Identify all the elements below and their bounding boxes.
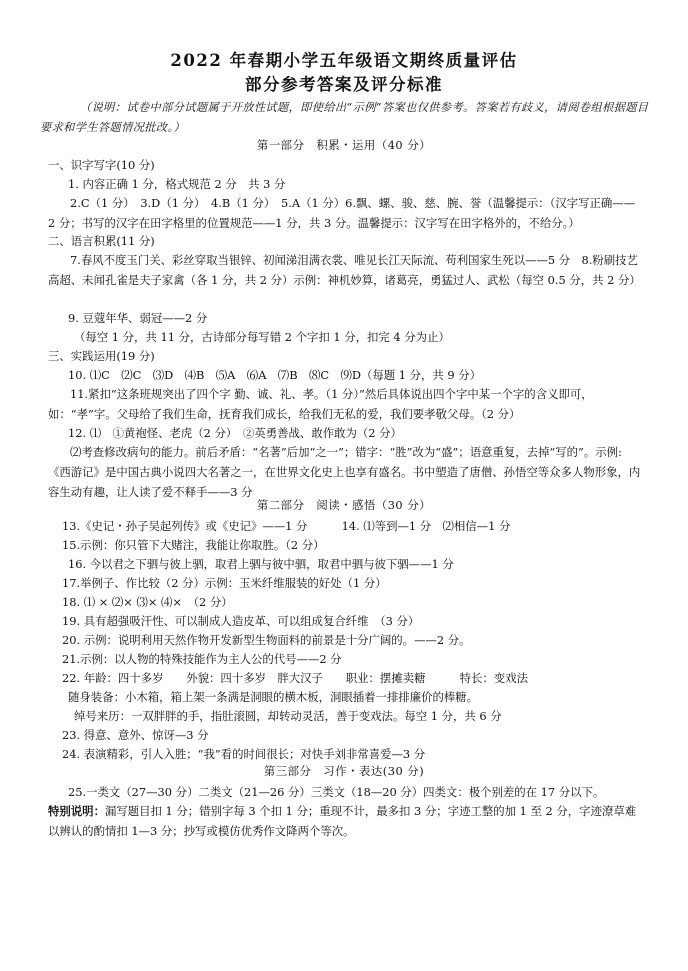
answer-item: 15.示例：你只管下大赌注，我能让你取胜。（2 分） bbox=[62, 538, 325, 552]
special-note bbox=[48, 801, 642, 841]
answer-item: 17.举例子、作比较（2 分）示例：玉米纤维服装的好处（1 分） bbox=[62, 576, 387, 590]
special-note-label: 特别说明： bbox=[48, 804, 105, 818]
page-title: 2022 年春期小学五年级语文期终质量评估 bbox=[170, 51, 518, 70]
answer-item: 16. 今以君之下驷与彼上驷，取君上驷与彼中驷，取君中驷与彼下驷——1 分 bbox=[68, 557, 454, 571]
answer-item: 20. 示例：说明利用天然作物开发新型生物面料的前景是十分广阔的。——2 分。 bbox=[62, 633, 471, 647]
part1-heading: 第一部分 积累・运用（40 分） bbox=[256, 138, 432, 152]
answer-item: 2.C（1 分） 3.D（1 分） 4.B（1 分） 5.A（1 分）6.飘、螺、骏、慈、腕、誉（温馨提示：（汉字写正确——2 分；书写的汉字在田字格里的位置规范——1 分，共 3 分。温馨提示：汉字写在田字格外的，不给分。） bbox=[48, 196, 636, 230]
part3-heading: 第三部分 习作・表达(30 分) bbox=[263, 764, 425, 778]
instructions-note: （说明：试卷中部分试题属于开放性试题，即使给出“示例”答案也仅供参考。答案若有歧义，请阅卷组根据题目要求和学生答题情况批改。） bbox=[40, 101, 649, 134]
answer-item: 23. 得意、意外、惊讶—3 分 bbox=[62, 728, 209, 742]
special-note-text: 漏写题目扣 1 分；错别字每 3 个扣 1 分；重现不计，最多扣 3 分；字迹工整的加 1 至 2 分，字迹潦草难以辨认的酌情扣 1—3 分；抄写或模仿优秀作文降两个等次。 bbox=[48, 804, 637, 838]
answer-item: 19. 具有超强吸汗性、可以制成人造皮革、可以组成复合纤维 （3 分） bbox=[62, 614, 420, 628]
answer-item: 10. ⑴C ⑵C ⑶D ⑷B ⑸A ⑹A ⑺B ⑻C ⑼D（每题 1 分，共 9 分） bbox=[68, 368, 482, 382]
answer-item: 9. 豆蔻年华、弱冠——2 分 bbox=[68, 311, 208, 325]
answer-item: 18. ⑴ × ⑵× ⑶× ⑷× （2 分） bbox=[62, 595, 233, 609]
section-heading: 一、识字写字(10 分) bbox=[48, 158, 155, 172]
answer-item: 随身装备：小木箱，箱上架一条满是洞眼的横木板，洞眼插着一排排廉价的棒糖。 bbox=[68, 690, 479, 704]
answer-item: 22. 年龄：四十多岁 外貌：四十多岁 胖大汉子 职业：摆摊卖糖 特长：变戏法 bbox=[62, 671, 528, 685]
answer-item: 25.一类文（27—30 分）二类文（21—26 分）三类文（18—20 分）四类文：极个别差的在 17 分以下。 bbox=[68, 785, 605, 799]
answer-item: 13.《史记・孙子吴起列传》或《史记》——1 分 14. ⑴等到—1 分 ⑵相信—1 分 bbox=[62, 519, 511, 533]
answer-item: 11.紧扣“这条班规突出了四个字 勤、诚、礼、孝。（1 分）”然后具体说出四个字中某一个字的含义即可，如：“孝”字。父母给了我们生命，抚育我们成长，给我们无私的爱，我们要孝敬父母。（2 分） bbox=[48, 387, 593, 421]
answer-item: ⑵考查修改病句的能力。前后矛盾：“名著”后加“之一”；错字：“胜”改为“盛”；语意重复，去掉“写的”。示例:《西游记》是中国古典小说四大名著之一，在世界文化史上也享有盛名。书中塑造了唐僧、孙悟空等众多人物形象，内容生动有趣，让人读了爱不释手——3 分 bbox=[48, 445, 641, 499]
part2-heading: 第二部分 阅读・感悟（30 分） bbox=[256, 498, 432, 512]
answer-item: 24. 表演精彩，引人入胜；“我”看的时间很长；对快手刘非常喜爱—3 分 bbox=[62, 747, 426, 761]
answer-item: 12. ⑴ ①黄袍怪、老虎（2 分） ②英勇善战、敢作敢为（2 分） bbox=[68, 426, 402, 440]
section-heading: 三、实践运用(19 分) bbox=[48, 349, 155, 363]
answer-item: 21.示例：以人物的特殊技能作为主人公的代号——2 分 bbox=[62, 652, 342, 666]
answer-note: （每空 1 分，共 11 分，古诗部分每写错 2 个字扣 1 分，扣完 4 分为止） bbox=[74, 330, 450, 344]
page-subtitle: 部分参考答案及评分标准 bbox=[245, 75, 443, 94]
answer-item: 绰号来历：一双胖胖的手，指肚滚圆，却转动灵活，善于变戏法。每空 1 分，共 6 分 bbox=[74, 709, 502, 723]
section-heading: 二、语言积累(11 分) bbox=[48, 234, 155, 248]
answer-item: 1. 内容正确 1 分，格式规范 2 分 共 3 分 bbox=[68, 177, 286, 191]
answer-item: 7.春风不度玉门关、彩丝穿取当银锌、初闻涕泪满衣裳、唯见长江天际流、苟利国家生死以——5 分 8.粉刷技艺高超、未闻孔雀是夫子家禽（各 1 分，共 2 分）示例：神机妙算，诸葛亮，勇猛过人、武松（每空 0.5 分，共 2 分） bbox=[48, 253, 641, 287]
